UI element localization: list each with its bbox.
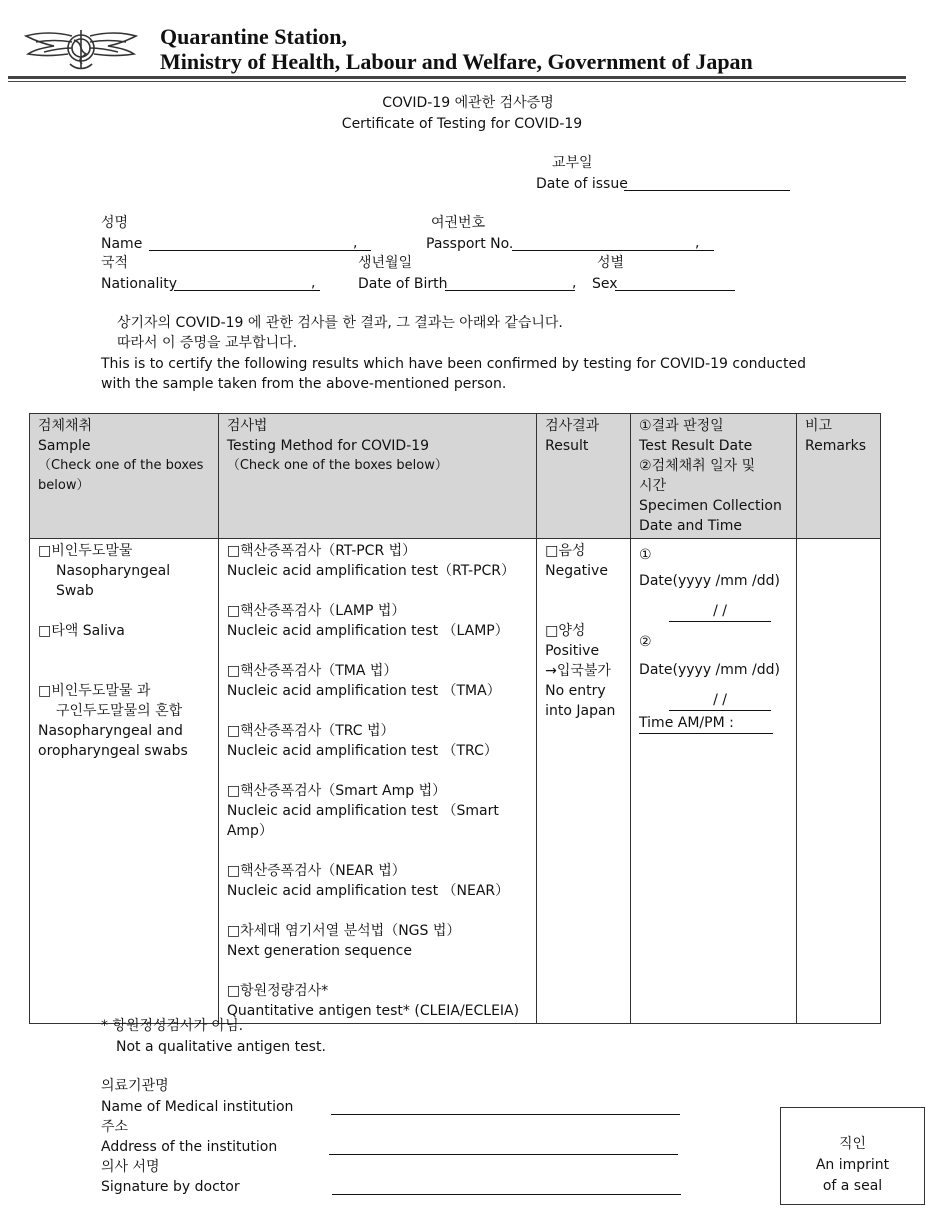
statement-ko-line2: 따라서 이 증명을 교부합니다.: [117, 335, 298, 351]
name-field[interactable]: [149, 250, 371, 251]
header-method: 검사법 Testing Method for COVID-19 （Check one of the boxes below）: [218, 414, 536, 539]
result-date-field[interactable]: / /: [669, 601, 771, 622]
result-option-negative[interactable]: □음성 Negative: [545, 543, 608, 579]
collection-date-label: Date(yyyy /mm /dd): [639, 662, 780, 678]
header-title-line2: Ministry of Health, Labour and Welfare, Government of Japan: [160, 49, 753, 74]
nationality-field[interactable]: [174, 290, 320, 291]
header-title-line1: Quarantine Station,: [160, 24, 348, 49]
method-option-rt-pcr[interactable]: □핵산증폭검사（RT-PCR 법） Nucleic acid amplification test（RT-PCR）: [226, 543, 516, 579]
method-option-lamp[interactable]: □핵산증폭검사（LAMP 법） Nucleic acid amplification test （LAMP）: [226, 603, 509, 639]
sample-cell: [30, 539, 219, 1024]
doc-title-en: Certificate of Testing for COVID-19: [341, 116, 583, 132]
doctor-signature-en: Signature by doctor: [101, 1179, 240, 1195]
circled-two: ②: [639, 634, 652, 650]
method-option-antigen[interactable]: □항원정량검사* Quantitative antigen test* (CLEIA/ECLEIA): [226, 983, 520, 1019]
test-results-table: [29, 413, 881, 1024]
header-rule-thin: [8, 81, 906, 82]
footnote-ko: * 항원정성검사가 아님.: [101, 1018, 244, 1034]
statement-en-line2: with the sample taken from the above-mentioned person.: [101, 376, 507, 392]
dob-label-ko: 생년월일: [358, 255, 413, 271]
institution-address-field[interactable]: [329, 1154, 678, 1155]
remarks-cell[interactable]: [796, 539, 880, 1024]
method-cell: [218, 539, 536, 1024]
method-option-near[interactable]: □핵산증폭검사（NEAR 법） Nucleic acid amplification test （NEAR）: [226, 863, 510, 899]
header-date: ①결과 판정일 Test Result Date ②검체채취 일자 및 시간 Specimen Collection Date and Time: [631, 414, 797, 539]
result-option-positive[interactable]: □양성 Positive →입국불가 No entry into Japan: [545, 623, 616, 719]
seal-label-en2: of a seal: [822, 1178, 883, 1194]
doctor-signature-field[interactable]: [332, 1194, 681, 1195]
institution-address-ko: 주소: [101, 1119, 129, 1135]
result-cell: [537, 539, 631, 1024]
institution-address-en: Address of the institution: [101, 1139, 278, 1155]
method-option-trc[interactable]: □핵산증폭검사（TRC 법） Nucleic acid amplification test （TRC）: [226, 723, 498, 759]
sex-label-en: Sex: [592, 276, 618, 292]
header-result: 검사결과 Result: [537, 414, 631, 539]
passport-comma: ,: [695, 235, 700, 251]
doctor-signature-ko: 의사 서명: [101, 1159, 160, 1175]
seal-box[interactable]: [780, 1107, 925, 1205]
dob-field[interactable]: [445, 290, 575, 291]
date-cell: [631, 539, 797, 1024]
sex-label-ko: 성별: [597, 255, 625, 271]
table-body-row: [30, 539, 881, 1024]
sample-option-mixed[interactable]: □비인두도말물 과 구인두도말물의 혼합 Nasopharyngeal and oropharyngeal swabs: [38, 683, 188, 759]
header-rule-thick: [8, 76, 906, 79]
issue-label-ko: 교부일: [552, 155, 593, 171]
collection-time-field[interactable]: Time AM/PM :: [639, 713, 773, 734]
header-remarks: 비고 Remarks: [796, 414, 880, 539]
statement-ko-line1: 상기자의 COVID-19 에 관한 검사를 한 결과, 그 결과는 아래와 같습니다.: [117, 315, 563, 331]
institution-name-en: Name of Medical institution: [101, 1099, 294, 1115]
table-header-row: [30, 414, 881, 539]
method-option-smart-amp[interactable]: □핵산증폭검사（Smart Amp 법） Nucleic acid amplification test （Smart Amp）: [226, 783, 499, 839]
method-option-ngs[interactable]: □차세대 염기서열 분석법（NGS 법） Next generation sequence: [226, 923, 461, 959]
seal-label-en1: An imprint: [815, 1157, 890, 1173]
result-date-label: Date(yyyy /mm /dd): [639, 573, 780, 589]
passport-label-en: Passport No.: [426, 236, 514, 252]
header-sample: 검체채취 Sample （Check one of the boxes below）: [30, 414, 219, 539]
institution-name-ko: 의료기관명: [101, 1078, 169, 1094]
seal-label-ko: 직인: [838, 1136, 867, 1152]
sample-option-nasopharyngeal[interactable]: □비인두도말물 Nasopharyngeal Swab: [38, 543, 171, 599]
footnote-en: Not a qualitative antigen test.: [116, 1039, 326, 1055]
doc-title-ko: COVID-19 에관한 검사증명: [382, 95, 554, 111]
quarantine-emblem-icon: [22, 24, 140, 74]
issue-date-field[interactable]: [624, 190, 790, 191]
method-option-tma[interactable]: □핵산증폭검사（TMA 법） Nucleic acid amplification test （TMA）: [226, 663, 501, 699]
dob-label-en: Date of Birth: [358, 276, 448, 292]
sex-field[interactable]: [615, 290, 735, 291]
statement-en-line1: This is to certify the following results which have been confirmed by testing for COVID-19 conducted: [101, 356, 806, 372]
dob-comma: ,: [572, 275, 577, 291]
passport-label-ko: 여권번호: [431, 215, 486, 231]
collection-date-field[interactable]: / /: [669, 690, 771, 711]
nationality-label-en: Nationality: [101, 276, 178, 292]
name-comma: ,: [353, 235, 358, 251]
name-label-en: Name: [101, 236, 143, 252]
nationality-comma: ,: [311, 275, 316, 291]
circled-one: ①: [639, 547, 652, 563]
passport-field[interactable]: [512, 250, 714, 251]
name-label-ko: 성명: [101, 215, 129, 231]
issue-label-en: Date of issue: [536, 176, 628, 192]
institution-name-field[interactable]: [331, 1114, 680, 1115]
nationality-label-ko: 국적: [101, 255, 129, 271]
sample-option-saliva[interactable]: □타액 Saliva: [38, 623, 125, 639]
